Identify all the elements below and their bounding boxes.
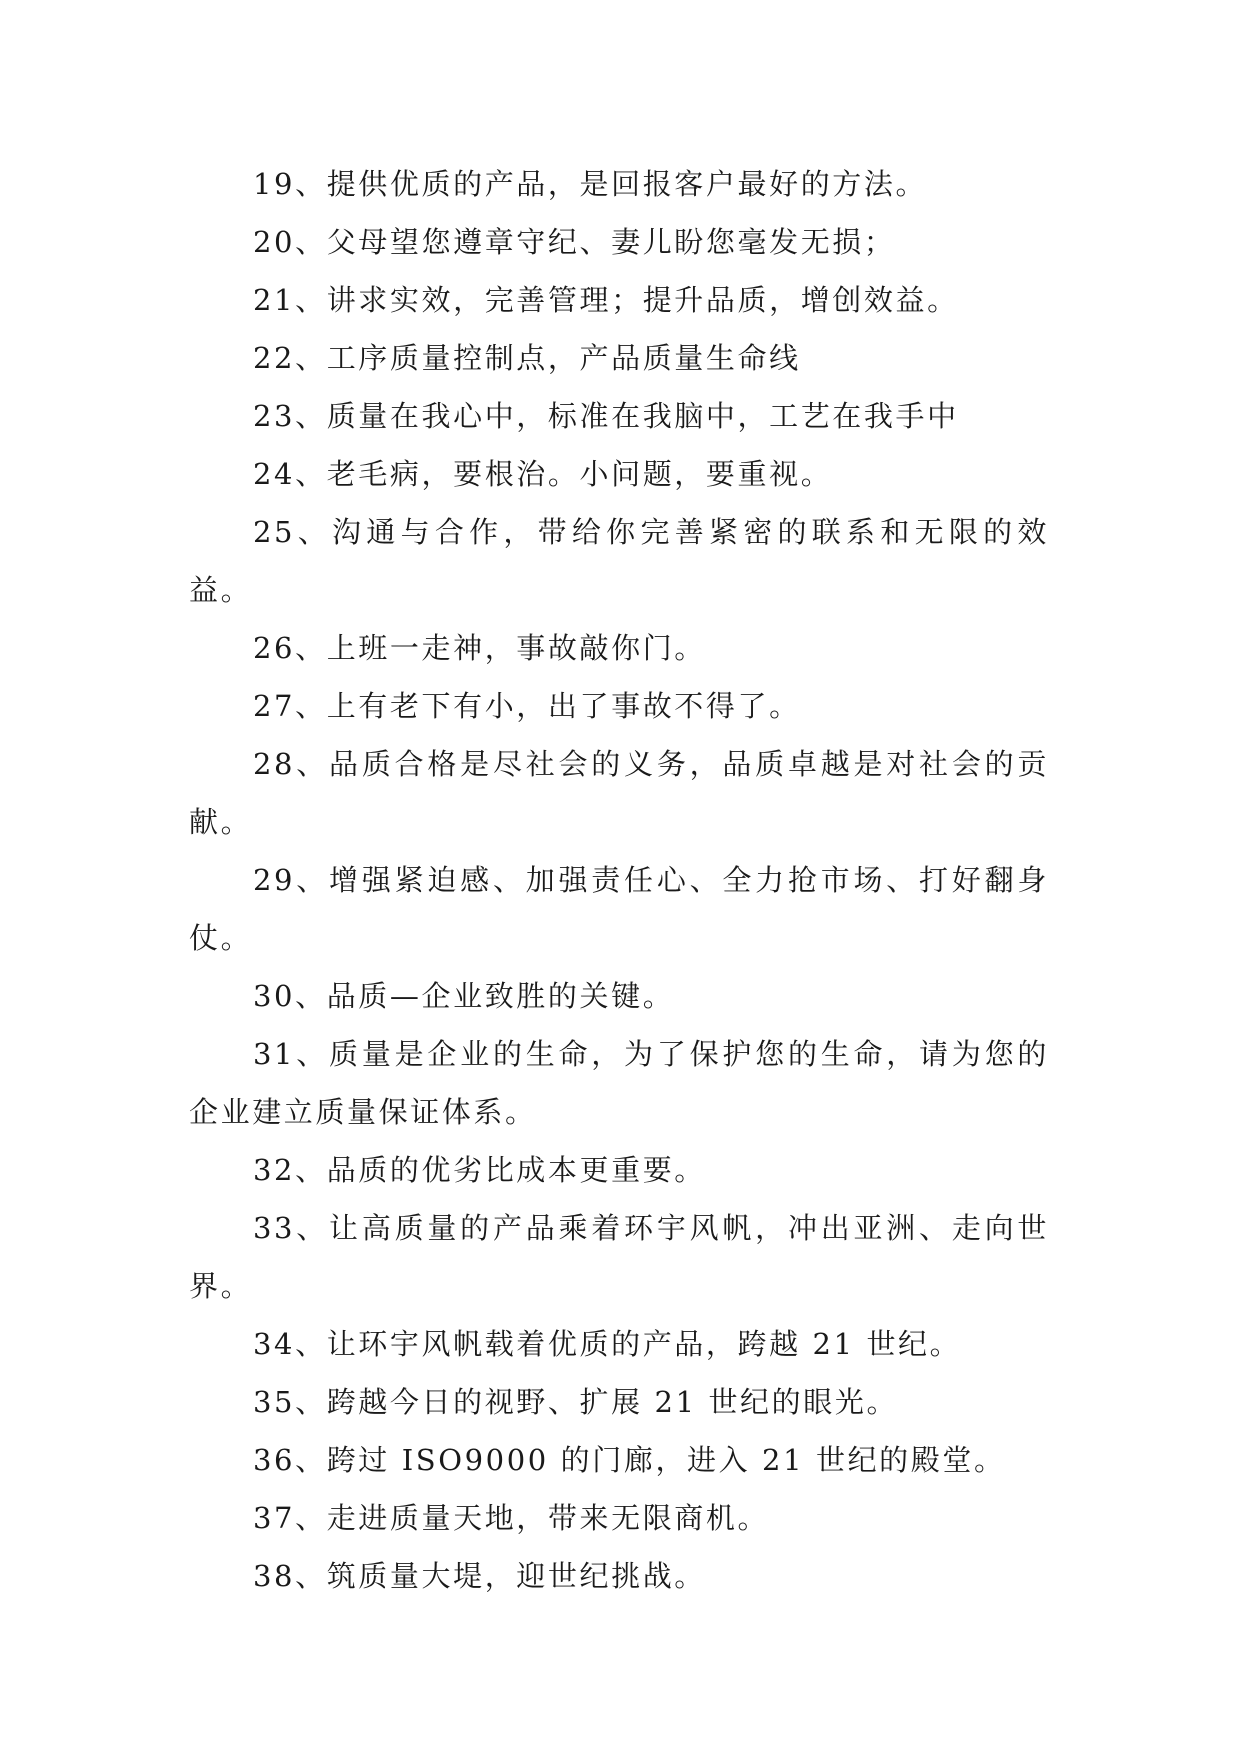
slogan-26: 26、上班一走神，事故敲你门。	[253, 631, 706, 665]
slogan-38: 38、筑质量大堤，迎世纪挑战。	[253, 1559, 706, 1593]
slogan-31: 31、质量是企业的生命，为了保护您的生命，请为您的企业建立质量保证体系。	[189, 1037, 1049, 1129]
slogan-28: 28、品质合格是尽社会的义务，品质卓越是对社会的贡献。	[189, 747, 1049, 839]
slogan-36: 36、跨过 ISO9000 的门廊，进入 21 世纪的殿堂。	[253, 1443, 1006, 1477]
slogan-24: 24、老毛病，要根治。小问题，要重视。	[253, 457, 833, 491]
slogan-30: 30、品质—企业致胜的关键。	[253, 979, 675, 1013]
slogan-27: 27、上有老下有小，出了事故不得了。	[253, 689, 801, 723]
slogan-20: 20、父母望您遵章守纪、妻儿盼您毫发无损；	[253, 225, 896, 259]
slogan-32: 32、品质的优劣比成本更重要。	[253, 1153, 706, 1187]
slogan-25: 25、沟通与合作，带给你完善紧密的联系和无限的效益。	[189, 515, 1049, 607]
slogan-34: 34、让环宇风帆载着优质的产品，跨越 21 世纪。	[253, 1327, 962, 1361]
slogan-35: 35、跨越今日的视野、扩展 21 世纪的眼光。	[253, 1385, 899, 1419]
slogan-21: 21、讲求实效，完善管理；提升品质，增创效益。	[253, 283, 959, 317]
slogan-37: 37、走进质量天地，带来无限商机。	[253, 1501, 770, 1535]
slogan-22: 22、工序质量控制点，产品质量生命线	[253, 341, 801, 375]
document-body	[189, 155, 1049, 1605]
slogan-29: 29、增强紧迫感、加强责任心、全力抢市场、打好翻身仗。	[189, 863, 1049, 955]
slogan-23: 23、质量在我心中，标准在我脑中，工艺在我手中	[253, 399, 959, 433]
slogan-19: 19、提供优质的产品，是回报客户最好的方法。	[253, 167, 928, 201]
slogan-33: 33、让高质量的产品乘着环宇风帆，冲出亚洲、走向世界。	[189, 1211, 1049, 1303]
